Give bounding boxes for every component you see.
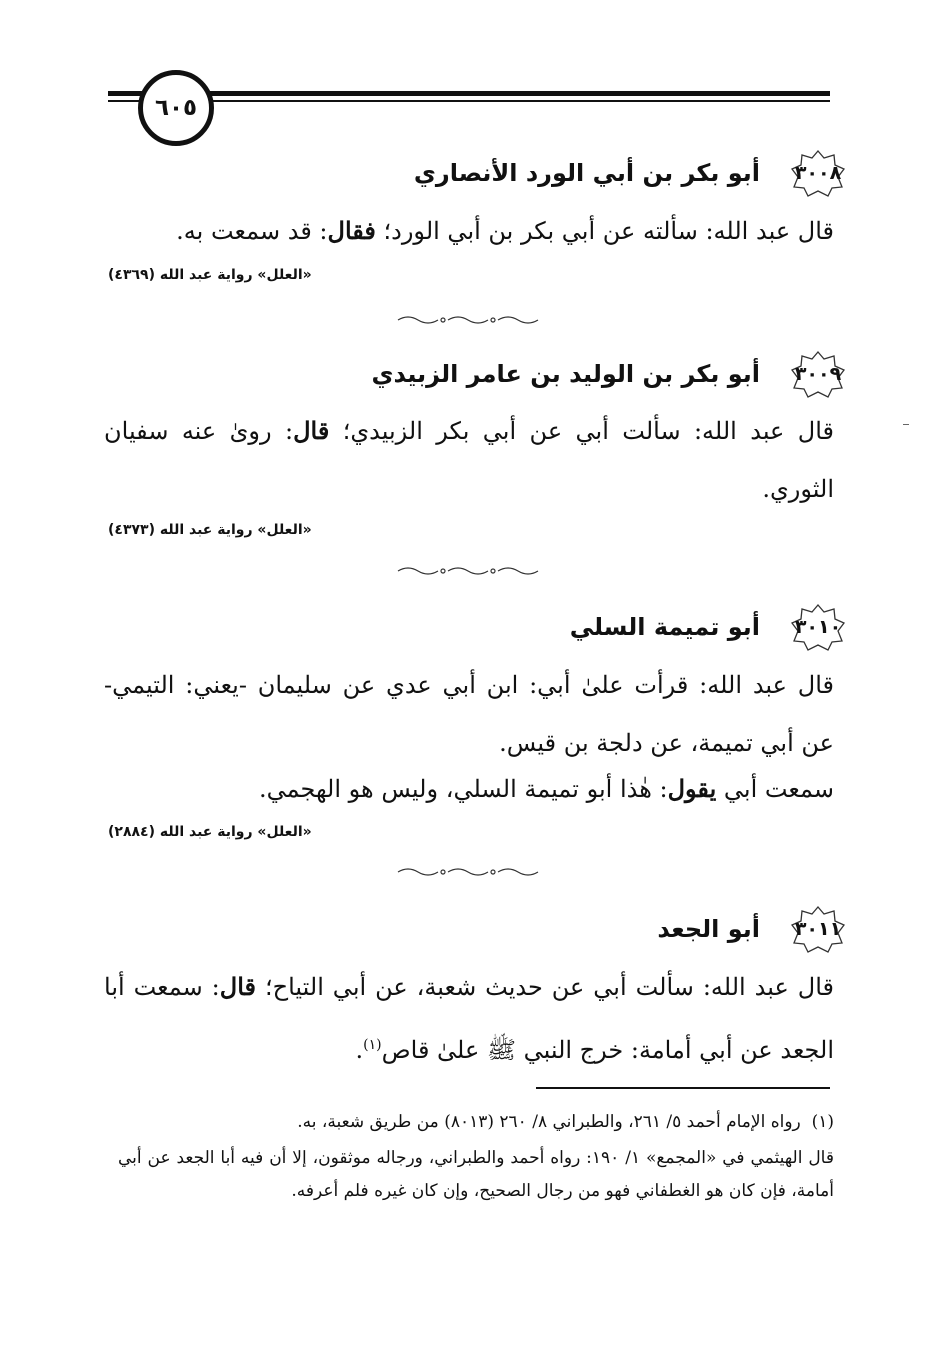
entry-number-badge: ٣٠١٠: [790, 603, 846, 651]
entry-number-badge: ٣٠١١: [790, 905, 846, 953]
entry-number-badge: ٣٠٠٨: [790, 149, 846, 197]
emphasized-word: يقول: [667, 774, 717, 803]
entry-header: [570, 602, 846, 652]
entry-header: [371, 349, 846, 399]
margin-mark: [903, 424, 909, 425]
entry-title: أبو تميمة السلي: [569, 613, 760, 641]
entry-text: [104, 656, 834, 772]
citation: «العلل» رواية عبد الله (٤٣٧٣): [108, 522, 312, 538]
text-segment: .: [355, 1036, 364, 1064]
entry-text: [104, 958, 834, 1079]
section-divider-ornament: [394, 314, 546, 326]
citation: «العلل» رواية عبد الله (٢٨٨٤): [108, 824, 312, 840]
section-divider-ornament: [394, 565, 546, 577]
text-segment: سمعت أبي: [716, 775, 834, 803]
text-segment: : سمعت أبا الجعد عن أبي أمامة: خرج النبي ﷺ علىٰ قاص: [104, 973, 834, 1064]
footnote-body: قال الهيثمي في «المجمع» ١/ ١٩٠: رواه أحمد والطبراني، ورجاله موثقون، إلا أن فيه أبا الجعد عن أبي أمامة، فإن كان هو الغطفاني فهو من رجال الصحيح، وإن كان غيره فلم أعرفه.: [118, 1148, 834, 1201]
footnote-reference: (١): [363, 1037, 382, 1053]
text-segment: قال عبد الله: قرأت علىٰ أبي: ابن أبي عدي عن سليمان -يعني: التيمي- عن أبي تميمة، عن دلجة بن قيس.: [104, 671, 834, 757]
text-segment: قال عبد الله: سألت أبي عن أبي بكر الزبيدي؛: [329, 417, 834, 445]
entry-text: [104, 202, 834, 260]
text-segment: قال عبد الله: سألت أبي عن حديث شعبة، عن أبي التياح؛: [256, 973, 835, 1001]
entry-text: [104, 760, 834, 818]
text-segment: قال عبد الله: سألته عن أبي بكر بن أبي الورد؛: [375, 217, 834, 245]
entry-title: أبو بكر بن الوليد بن عامر الزبيدي: [371, 360, 760, 388]
footnote-marker: (١): [811, 1112, 834, 1132]
emphasized-word: قال: [293, 416, 330, 445]
entry-title: أبو الجعد: [657, 915, 760, 943]
footnote: [108, 1106, 834, 1139]
text-segment: : قد سمعت به.: [176, 217, 328, 245]
entry-text: [104, 402, 834, 518]
footnote-text: رواه الإمام أحمد ٥/ ٢٦١، والطبراني ٨/ ٢٦٠ (٨٠١٣) من طريق شعبة، به.: [297, 1112, 801, 1132]
page-number: ٦٠٥: [138, 70, 214, 146]
footnote-rule: [536, 1087, 830, 1089]
entry-header: [657, 904, 846, 954]
text-segment: : روىٰ عنه سفيان الثوري.: [104, 417, 834, 503]
emphasized-word: فقال: [327, 216, 376, 245]
text-segment: : هٰذا أبو تميمة السلي، وليس هو الهجمي.: [258, 775, 668, 803]
emphasized-word: قال: [219, 972, 257, 1001]
entry-title: أبو بكر بن أبي الورد الأنصاري: [413, 159, 760, 187]
citation: «العلل» رواية عبد الله (٤٣٦٩): [108, 267, 312, 283]
entry-header: [414, 148, 846, 198]
entry-number-badge: ٣٠٠٩: [790, 350, 846, 398]
section-divider-ornament: [394, 866, 546, 878]
